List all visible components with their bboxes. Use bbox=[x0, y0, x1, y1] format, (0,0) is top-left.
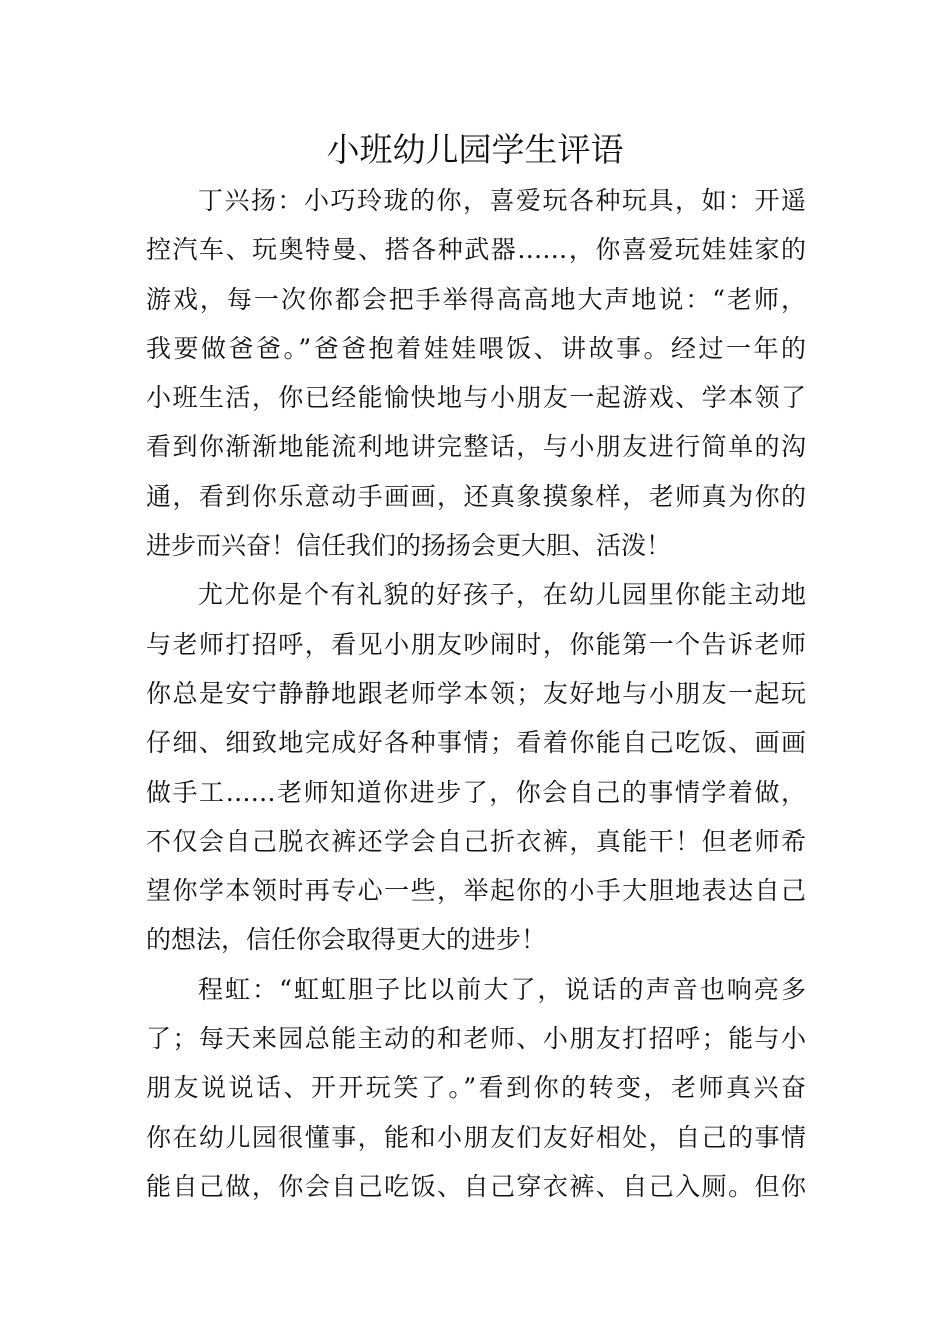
text-line: 控汽车、玩奥特曼、搭各种武器……，你喜爱玩娃娃家的 bbox=[146, 235, 806, 265]
text-line: 丁兴扬：小巧玲珑的你，喜爱玩各种玩具，如：开遥 bbox=[198, 186, 806, 215]
text-line: 望你学本领时再专心一些，举起你的小手大胆地表达自己 bbox=[146, 876, 806, 906]
text-line: 做手工……老师知道你进步了，你会自己的事情学着做， bbox=[146, 777, 806, 807]
document-body bbox=[146, 176, 806, 1211]
text-line: 看到你渐渐地能流利地讲完整话，与小朋友进行简单的沟 bbox=[146, 432, 806, 462]
text-line: 程虹：“虹虹胆子比以前大了，说话的声音也响亮多 bbox=[198, 974, 806, 1004]
paragraph-3 bbox=[146, 965, 806, 1211]
text-line: 能自己做，你会自己吃饭、自己穿衣裤、自己入厕。但你 bbox=[146, 1171, 806, 1201]
paragraph-1 bbox=[146, 176, 806, 570]
paragraph-2 bbox=[146, 570, 806, 964]
text-line: 仔细、细致地完成好各种事情；看着你能自己吃饭、画画 bbox=[146, 728, 806, 758]
text-line: 你在幼儿园很懂事，能和小朋友们友好相处，自己的事情 bbox=[146, 1122, 806, 1152]
text-line: 我要做爸爸。”爸爸抱着娃娃喂饭、讲故事。经过一年的 bbox=[146, 333, 806, 363]
text-line: 与老师打招呼，看见小朋友吵闹时，你能第一个告诉老师 bbox=[146, 629, 806, 659]
document-title: 小班幼儿园学生评语 bbox=[326, 130, 624, 169]
text-line: 进步而兴奋！信任我们的扬扬会更大胆、活泼！ bbox=[146, 531, 672, 561]
text-line: 不仅会自己脱衣裤还学会自己折衣裤，真能干！但老师希 bbox=[146, 826, 806, 856]
text-line: 游戏，每一次你都会把手举得高高地大声地说：“老师， bbox=[146, 284, 806, 314]
text-line: 的想法，信任你会取得更大的进步！ bbox=[146, 925, 547, 955]
text-line: 通，看到你乐意动手画画，还真象摸象样，老师真为你的 bbox=[146, 481, 806, 511]
text-line: 小班生活，你已经能愉快地与小朋友一起游戏、学本领了 bbox=[146, 383, 806, 413]
text-line: 朋友说说话、开开玩笑了。”看到你的转变，老师真兴奋 bbox=[146, 1073, 806, 1103]
text-line: 了；每天来园总能主动的和老师、小朋友打招呼；能与小 bbox=[146, 1024, 806, 1054]
text-line: 尤尤你是个有礼貌的好孩子，在幼儿园里你能主动地 bbox=[198, 580, 806, 610]
text-line: 你总是安宁静静地跟老师学本领；友好地与小朋友一起玩 bbox=[146, 678, 806, 708]
